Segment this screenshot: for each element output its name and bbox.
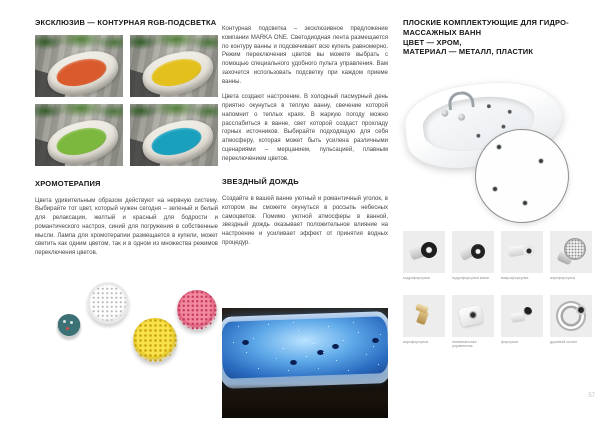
product-label: пневмокнопка управления <box>452 339 477 349</box>
middle-column <box>222 18 388 248</box>
starry-rain-photo <box>222 308 388 418</box>
star-lights <box>228 318 229 319</box>
tub-photo-yellow <box>130 35 218 97</box>
product-item <box>452 231 494 281</box>
page-number: 57 <box>588 393 595 399</box>
starry-rain-title: ЗВЕЗДНЫЙ ДОЖДЬ <box>222 177 299 187</box>
jet-dot <box>332 344 339 349</box>
tub-photo-cyan <box>130 104 218 166</box>
rgb-photo-grid <box>35 35 218 166</box>
nozzle-icon <box>501 295 543 337</box>
hydro-jet-icon <box>403 231 445 273</box>
components-title-line4: МАТЕРИАЛ — МЕТАЛЛ, ПЛАСТИК <box>403 47 534 57</box>
white-honeycomb-lamp <box>87 282 129 324</box>
jet-dot <box>290 360 297 365</box>
product-label: аэрофорсунка <box>403 339 429 344</box>
chromotherapy-lamps-photo <box>35 268 218 378</box>
components-title-line1: ПЛОСКИЕ КОМПЛЕКТУЮЩИЕ ДЛЯ ГИДРО- <box>403 18 569 27</box>
product-item <box>550 231 592 281</box>
yellow-glow-lamp <box>133 318 177 362</box>
right-column <box>403 18 593 349</box>
contour-light-paragraph-1: Контурная подсветка – эксклюзивное предложение компании MARKA ONE. Светодиодная лента размещается по контуру ванны и подсвечивает всю купель равномерно. Режим переключения цветов вы можете выбрать с помощью специального удобного пульта управления. Вам захочется использовать подсветку при каждом приеме ванны. <box>222 26 388 85</box>
product-item <box>501 231 543 281</box>
product-item <box>501 295 543 349</box>
jet-dot <box>242 340 249 345</box>
product-item <box>550 295 592 349</box>
hydro-jet-mini-icon <box>452 231 494 273</box>
aero-jet-icon <box>550 231 592 273</box>
white-tub-photo <box>403 65 593 227</box>
chromotherapy-text: Цвета удивительным образом действуют на нервную систему. Выбирайте тот цвет, который нужен сегодня – зеленый и белый для релаксации, желтый и красный для бодрости и романтического настроя, синий для погружения в собственные мысли. Лампа для хромотерапии размещается в купели, может светить как одним цветом, так и в одном из множества режимов переключения цветов. <box>35 197 218 256</box>
left-column <box>35 18 218 378</box>
product-item <box>452 295 494 349</box>
starry-rain-text: Создайте в вашей ванне уютный и романтичный уголок, в котором вы сможете окунуться в россыпь небесных самоцветов. Помимо уютной атмосферы в ванной, звездный дождь оказывает положительное влияние на настроение и усиливает эффект от принятия водных процедур. <box>222 196 388 246</box>
chromotherapy-title: ХРОМОТЕРАПИЯ <box>35 178 101 188</box>
flat-jet <box>538 158 544 164</box>
components-row-1 <box>403 231 593 281</box>
components-title-line3: ЦВЕТ — ХРОМ, <box>403 37 462 47</box>
product-label: микрофорсунка <box>501 276 529 280</box>
product-label: душевой шланг <box>550 339 578 344</box>
product-label: гидрофорсунка <box>403 276 430 280</box>
dark-apron <box>222 384 388 418</box>
pink-glow-lamp <box>177 290 217 330</box>
product-item <box>403 295 445 349</box>
micro-jet-icon <box>501 231 543 273</box>
chrome-faucet <box>447 90 475 110</box>
product-label: гидрофорсунка мини <box>452 276 489 280</box>
flat-jet-zoom-circle <box>475 129 569 223</box>
components-row-2 <box>403 295 593 349</box>
flat-jet <box>496 144 502 150</box>
pneumo-button-icon <box>452 295 494 337</box>
control-button-lamp <box>57 314 81 338</box>
flat-jet <box>522 200 528 206</box>
hose-icon <box>550 295 592 337</box>
brass-jet-icon <box>403 295 445 337</box>
tub-photo-orange <box>35 35 123 97</box>
tub-photo-green <box>35 104 123 166</box>
contour-light-paragraph-2: Цвета создают настроение. В холодный пасмурный день приятно окунуться в теплую ванну, свечение которой напомнит о теплых краях. В жаркую погоду можно расслабиться в ванне, свет которой создаст прохладу горных источников. Выбирайте подходящую для себя атмосферу, которая может быть усилена различными сценариями – мерцанием, пульсацией, плавным переключением цветов. <box>222 94 388 162</box>
product-label: форсунка <box>501 339 518 344</box>
exclusive-title: ЭКСКЛЮЗИВ — КОНТУРНАЯ RGB-ПОДСВЕТКА <box>35 18 217 27</box>
components-title-line2: МАССАЖНЫХ ВАНН <box>403 27 482 37</box>
jet-dot <box>317 350 324 355</box>
jet-dot <box>372 338 379 343</box>
blue-glow-basin <box>222 316 388 379</box>
tub-rim <box>222 311 388 389</box>
flat-jet <box>492 186 498 192</box>
product-item <box>403 231 445 281</box>
product-label: аэрофорсунка <box>550 276 576 280</box>
